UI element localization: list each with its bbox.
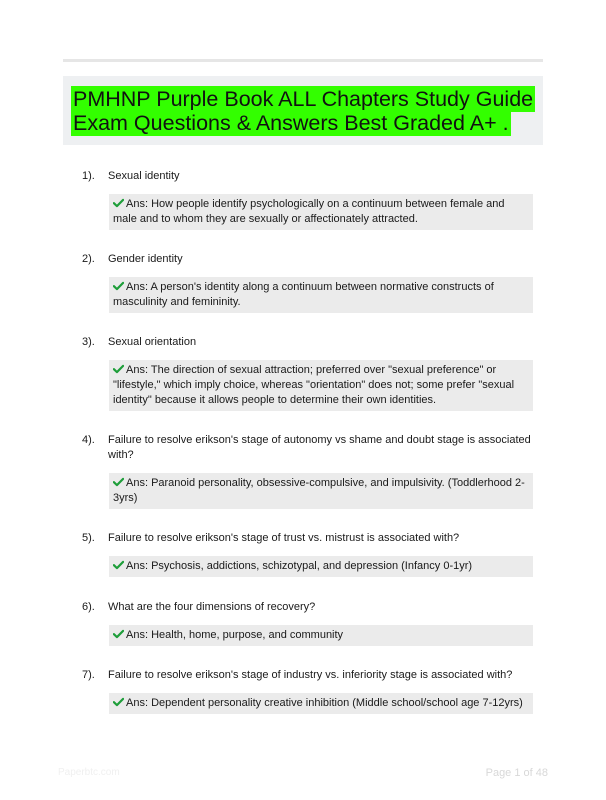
answer-text: Ans: Dependent personality creative inhibition (Middle school/school age 7-12yrs) [126, 697, 523, 709]
checkmark-icon [113, 364, 124, 374]
question-text: Failure to resolve erikson's stage of industry vs. inferiority stage is associated with? [108, 669, 513, 681]
answer-text: Ans: The direction of sexual attraction; preferred over "sexual preference" or "lifestyle," which imply choice, whereas "orientation" does not; some prefer "sexual identity" because it allows people to determine their own identities. [113, 364, 515, 406]
answer-box [109, 360, 533, 411]
checkmark-icon [113, 477, 124, 487]
question-number: 4). [82, 434, 95, 446]
answer-box [109, 556, 533, 577]
answer-text: Ans: Paranoid personality, obsessive-compulsive, and impulsivity. (Toddlerhood 2-3yrs) [113, 477, 525, 504]
checkmark-icon [113, 629, 124, 639]
checkmark-icon [113, 198, 124, 208]
answer-box [109, 473, 533, 509]
top-divider [63, 59, 543, 62]
question-text: What are the four dimensions of recovery? [108, 601, 316, 613]
footer-site-watermark: Paperbtc.com [58, 767, 120, 778]
answer-text: Ans: How people identify psychologically on a continuum between female and male and to whom they are sexually or affectionately attracted. [113, 198, 505, 225]
answer-text: Ans: Health, home, purpose, and community [126, 629, 344, 641]
question-text: Failure to resolve erikson's stage of autonomy vs shame and doubt stage is associated with? [108, 434, 531, 461]
checkmark-icon [113, 281, 124, 291]
checkmark-icon [113, 697, 124, 707]
checkmark-icon [113, 560, 124, 570]
question-number: 6). [82, 601, 95, 613]
answer-box [109, 277, 533, 313]
question-number: 1). [82, 170, 95, 182]
question-text: Sexual orientation [108, 336, 197, 348]
document-title: PMHNP Purple Book ALL Chapters Study Guide Exam Questions & Answers Best Graded A+ . [73, 87, 534, 135]
answer-text: Ans: A person's identity along a continuum between normative constructs of masculinity and femininity. [113, 281, 494, 308]
answer-box [109, 194, 533, 230]
answer-text: Ans: Psychosis, addictions, schizotypal, and depression (Infancy 0-1yr) [126, 560, 473, 572]
question-number: 2). [82, 253, 95, 265]
question-text: Failure to resolve erikson's stage of trust vs. mistrust is associated with? [108, 532, 460, 544]
question-number: 5). [82, 532, 95, 544]
question-number: 3). [82, 336, 95, 348]
answer-box [109, 693, 533, 714]
question-text: Sexual identity [108, 170, 180, 182]
answer-box [109, 625, 533, 646]
page-number: Page 1 of 48 [485, 767, 548, 779]
question-text: Gender identity [108, 253, 183, 265]
question-number: 7). [82, 669, 95, 681]
